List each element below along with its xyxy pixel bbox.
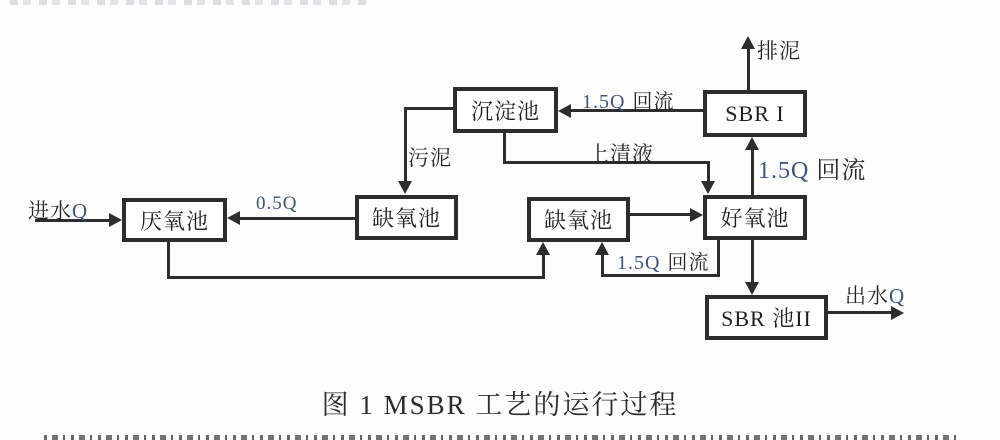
label-recycle-05	[256, 193, 297, 215]
discharge-arrowhead	[741, 36, 755, 49]
effluent-line	[828, 311, 891, 314]
label-discharge: 排泥	[757, 39, 801, 63]
supernatant-line-v2	[707, 161, 710, 183]
sbr2-label: SBR 池II	[721, 306, 812, 331]
label-influent-q: Q	[72, 199, 89, 223]
reflux-bottom-v1	[717, 240, 720, 277]
settling-tank-label: 沉淀池	[470, 98, 540, 124]
anaerobic-tank-label: 厌氧池	[139, 208, 209, 234]
label-influent	[28, 195, 88, 225]
label-reflux-right-text: 回流	[816, 158, 867, 184]
label-reflux-right-q: 1.5Q	[758, 158, 810, 184]
discharge-line	[747, 49, 750, 90]
aerobic-to-sbr2-line	[751, 240, 754, 283]
recycle-05-line	[240, 217, 355, 220]
label-effluent-text: 出水	[845, 284, 889, 308]
label-reflux-top-q: 1.5Q	[582, 91, 626, 113]
box-sbr1	[703, 90, 807, 137]
box-sbr2	[705, 295, 828, 340]
label-effluent	[845, 280, 905, 310]
label-recycle-05-q: 0.5Q	[256, 193, 298, 214]
clipped-text-top	[10, 0, 366, 5]
label-effluent-q: Q	[889, 284, 906, 308]
recycle-05-arrowhead	[227, 211, 240, 225]
aerobic-to-sbr2-arrowhead	[745, 282, 759, 295]
anoxic-tank-left-label: 缺氧池	[371, 206, 441, 231]
supernatant-arrowhead	[701, 181, 715, 194]
label-reflux-bottom	[617, 246, 709, 275]
influent-arrowhead	[109, 213, 122, 227]
anaerobic-loop-arrowhead	[536, 242, 550, 255]
anaerobic-loop-v2	[542, 253, 545, 278]
anaerobic-loop-h	[167, 276, 545, 279]
label-reflux-bottom-text: 回流	[667, 252, 710, 274]
label-influent-text: 进水	[28, 199, 72, 223]
label-reflux-bottom-q: 1.5Q	[617, 252, 661, 274]
reflux-right-line	[751, 149, 754, 195]
anoxic-tank-mid-label: 缺氧池	[543, 208, 613, 233]
sludge-line-h	[405, 107, 453, 110]
label-reflux-top	[582, 85, 674, 114]
sbr1-label: SBR I	[725, 100, 785, 126]
label-sludge: 污泥	[408, 146, 452, 170]
box-anaerobic-tank	[122, 198, 227, 242]
label-supernatant: 上清液	[588, 142, 654, 166]
aerobic-tank-label: 好氧池	[720, 206, 790, 231]
box-aerobic-tank	[703, 195, 807, 240]
reflux-top-arrowhead	[558, 104, 571, 118]
anaerobic-loop-v1	[167, 242, 170, 279]
box-anoxic-tank-left	[355, 195, 458, 240]
anoxic-to-aerobic-arrowhead	[690, 208, 703, 222]
reflux-bottom-v2	[601, 253, 604, 276]
sludge-line-v	[404, 107, 407, 183]
figure-caption: 图 1 MSBR 工艺的运行过程	[321, 390, 679, 420]
label-reflux-right	[758, 150, 866, 185]
reflux-right-arrowhead	[745, 137, 759, 150]
reflux-bottom-arrowhead	[595, 242, 609, 255]
label-reflux-top-text: 回流	[632, 91, 675, 113]
box-settling-tank	[453, 87, 558, 133]
anoxic-to-aerobic-line	[630, 213, 690, 216]
supernatant-line-v1	[503, 133, 506, 163]
box-anoxic-tank-mid	[527, 197, 630, 242]
clipped-text-bottom	[44, 435, 962, 440]
sludge-arrowhead	[398, 181, 412, 194]
